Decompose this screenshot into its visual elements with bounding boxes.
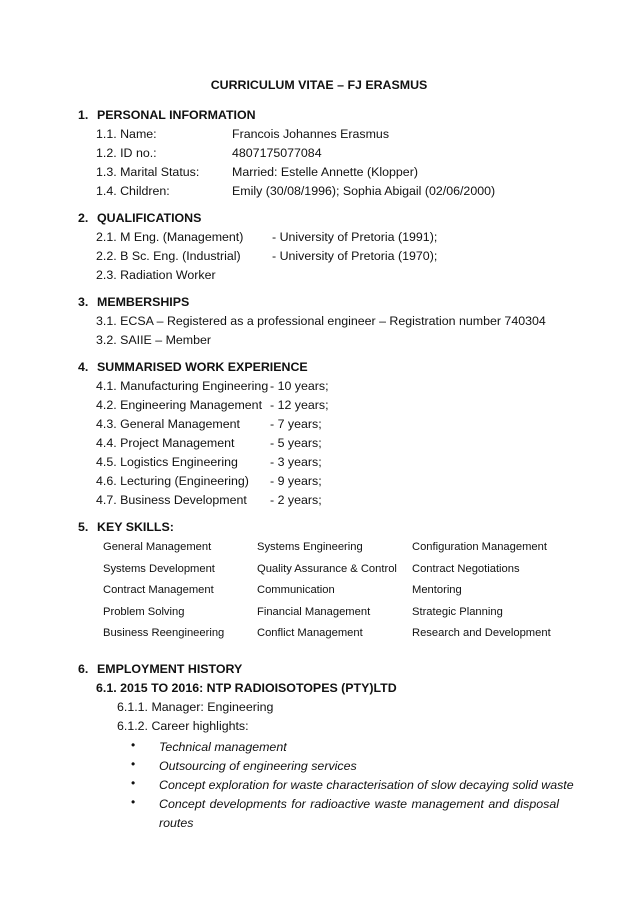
qualification-value: - University of Pretoria (1991);: [272, 230, 438, 244]
skill-cell: General Management: [103, 541, 212, 553]
section-title: MEMBERSHIPS: [97, 295, 190, 309]
work-label: 4.3. General Management: [96, 417, 240, 431]
section-title: EMPLOYMENT HISTORY: [97, 662, 243, 676]
section-heading-memberships: [78, 295, 189, 309]
work-value: - 10 years;: [270, 379, 329, 393]
bullet-icon: •: [131, 776, 136, 790]
work-label: 4.7. Business Development: [96, 493, 247, 507]
section-heading-employment: [78, 662, 242, 676]
skill-cell: Mentoring: [412, 584, 462, 596]
employment-highlights-label: 6.1.2. Career highlights:: [117, 719, 249, 733]
personal-label: 1.2. ID no.:: [96, 146, 157, 160]
bullet-icon: •: [131, 795, 136, 809]
section-heading-skills: [78, 520, 174, 534]
qualification-label: 2.3. Radiation Worker: [96, 268, 216, 282]
section-heading-personal: [78, 108, 256, 122]
list-item: [0, 738, 638, 757]
personal-label: 1.1. Name:: [96, 127, 157, 141]
list-item: [0, 795, 638, 835]
skill-cell: Systems Development: [103, 562, 215, 575]
work-value: - 7 years;: [270, 417, 322, 431]
list-item: [0, 776, 638, 795]
highlight-text: Concept exploration for waste characterisation of slow decaying solid waste: [159, 778, 574, 792]
personal-value: 4807175077084: [232, 146, 322, 160]
section-number: 2.: [78, 211, 89, 225]
work-value: - 9 years;: [270, 474, 322, 488]
section-number: 1.: [78, 108, 89, 122]
skill-cell: Communication: [257, 584, 335, 596]
bullet-icon: •: [131, 738, 136, 752]
personal-value: Francois Johannes Erasmus: [232, 127, 390, 141]
highlight-text: Outsourcing of engineering services: [159, 759, 357, 773]
section-title: KEY SKILLS:: [97, 520, 174, 534]
section-title: QUALIFICATIONS: [97, 211, 202, 225]
skill-cell: Contract Negotiations: [412, 562, 520, 575]
section-title: PERSONAL INFORMATION: [97, 108, 256, 122]
qualification-label: 2.2. B Sc. Eng. (Industrial): [96, 249, 241, 263]
section-title: SUMMARISED WORK EXPERIENCE: [97, 360, 308, 374]
skill-cell: Configuration Management: [412, 541, 547, 553]
membership-text: 3.1. ECSA – Registered as a professional engineer – Registration number 740304: [96, 314, 546, 328]
highlight-text: Technical management: [159, 740, 287, 754]
section-number: 6.: [78, 662, 89, 676]
section-number: 3.: [78, 295, 89, 309]
work-label: 4.5. Logistics Engineering: [96, 455, 238, 469]
work-label: 4.4. Project Management: [96, 436, 235, 450]
personal-value: Emily (30/08/1996); Sophia Abigail (02/06/2000): [232, 184, 496, 198]
qualification-label: 2.1. M Eng. (Management): [96, 230, 244, 244]
skill-cell: Research and Development: [412, 627, 551, 639]
personal-value: Married: Estelle Annette (Klopper): [232, 165, 418, 179]
section-heading-qualifications: [78, 211, 201, 225]
skill-cell: Financial Management: [257, 605, 371, 618]
work-value: - 5 years;: [270, 436, 322, 450]
skill-cell: Strategic Planning: [412, 605, 503, 618]
work-value: - 12 years;: [270, 398, 329, 412]
work-label: 4.1. Manufacturing Engineering: [96, 379, 269, 393]
skill-cell: Quality Assurance & Control: [257, 562, 397, 575]
work-value: - 2 years;: [270, 493, 322, 507]
skill-cell: Business Reengineering: [103, 627, 225, 639]
bullet-icon: •: [131, 757, 136, 771]
qualification-value: - University of Pretoria (1970);: [272, 249, 438, 263]
skill-cell: Systems Engineering: [257, 541, 363, 553]
document-title: CURRICULUM VITAE – FJ ERASMUS: [210, 78, 428, 92]
personal-label: 1.3. Marital Status:: [96, 165, 200, 179]
highlight-text: Concept developments for radioactive waste management and disposal routes: [159, 797, 559, 830]
section-number: 5.: [78, 520, 89, 534]
skill-cell: Conflict Management: [257, 627, 363, 639]
membership-text: 3.2. SAIIE – Member: [96, 333, 212, 347]
personal-label: 1.4. Children:: [96, 184, 170, 198]
employment-role: 6.1.1. Manager: Engineering: [117, 700, 274, 714]
section-heading-work: [78, 360, 308, 374]
list-item: [0, 757, 638, 776]
skill-cell: Contract Management: [103, 584, 214, 596]
work-value: - 3 years;: [270, 455, 322, 469]
work-label: 4.6. Lecturing (Engineering): [96, 474, 249, 488]
employment-subheading: 6.1. 2015 TO 2016: NTP RADIOISOTOPES (PTY)LTD: [96, 681, 397, 695]
work-label: 4.2. Engineering Management: [96, 398, 263, 412]
skill-cell: Problem Solving: [103, 605, 185, 618]
section-number: 4.: [78, 360, 89, 374]
